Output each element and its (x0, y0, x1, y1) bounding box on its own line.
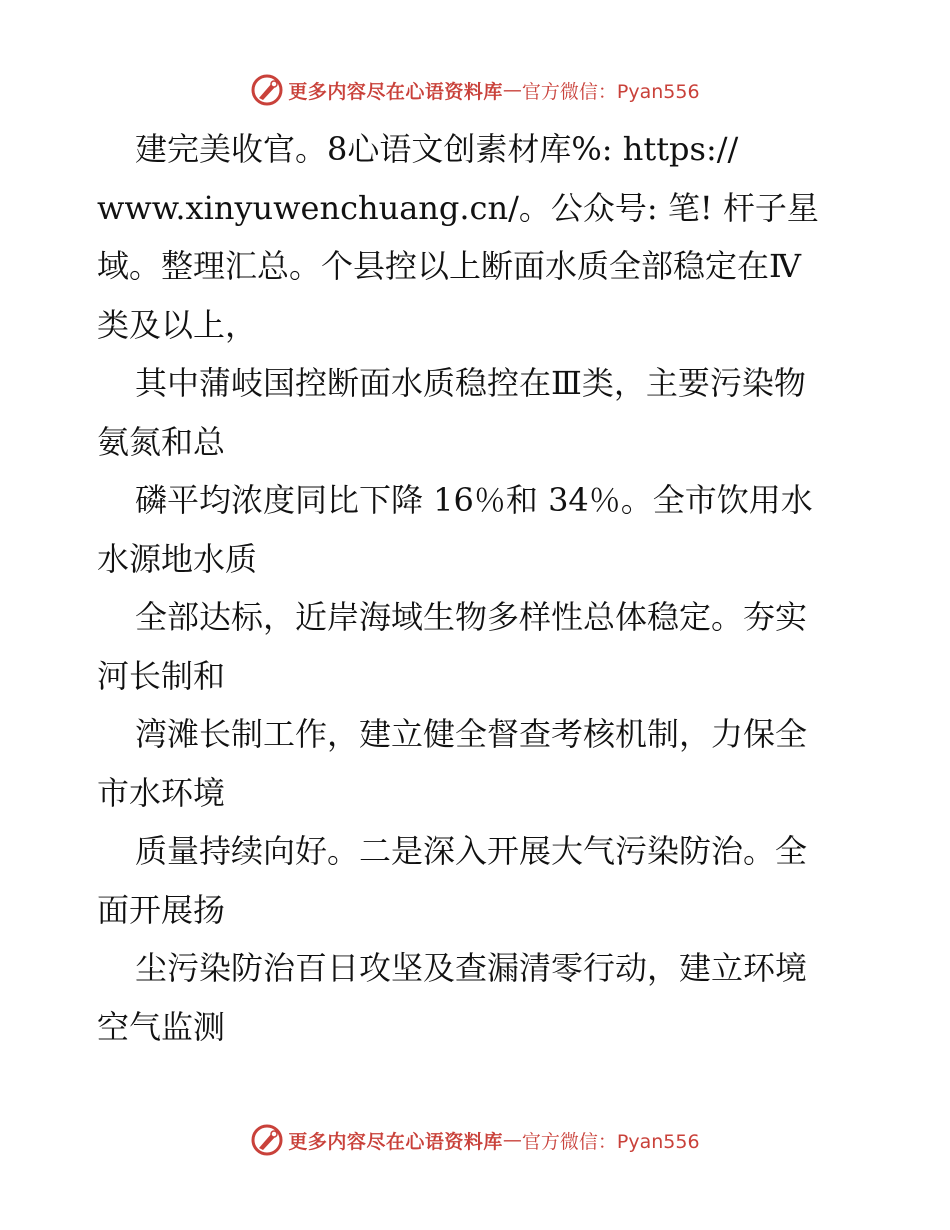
text-line: 建完美收官。8心语文创素材库%: https:// (135, 130, 739, 168)
pen-logo-icon (250, 1123, 284, 1157)
text-line: 河长制和 (97, 656, 226, 695)
body-text (97, 120, 857, 1056)
text-line: 其中蒲岐国控断面水质稳控在Ⅲ类，主要污染物 (135, 364, 806, 402)
text-line: 域。整理汇总。个县控以上断面水质全部稳定在Ⅳ (97, 247, 801, 285)
text-line: 尘污染防治百日攻坚及查漏清零行动，建立环境 (135, 949, 808, 987)
text-line: 质量持续向好。二是深入开展大气污染防治。全 (135, 832, 808, 870)
text-line: 空气监测 (97, 1007, 226, 1046)
text-line: 氨氮和总 (97, 422, 226, 461)
pen-logo-icon (250, 73, 284, 107)
text-line: www.xinyuwenchuang.cn/。公众号: 笔! 杆子星 (97, 188, 819, 227)
text-line: 全部达标，近岸海域生物多样性总体稳定。夯实 (135, 598, 808, 636)
text-line: 磷平均浓度同比下降 16％和 34％。全市饮用水 (135, 481, 813, 519)
banner-text: 更多内容尽在心语资料库 (288, 80, 503, 103)
text-line: 市水环境 (97, 773, 226, 812)
banner-dash: — (502, 1129, 522, 1151)
banner-dash: — (502, 79, 522, 101)
banner-subtext: 官方微信：Pyan556 (521, 80, 700, 103)
text-line: 类及以上， (97, 305, 258, 344)
banner-text: 更多内容尽在心语资料库 (288, 1130, 503, 1153)
banner-subtext: 官方微信：Pyan556 (521, 1130, 700, 1153)
text-line: 水源地水质 (97, 539, 258, 578)
footer-banner (0, 1120, 950, 1160)
header-banner (0, 70, 950, 110)
text-line: 湾滩长制工作，建立健全督查考核机制，力保全 (135, 715, 808, 753)
text-line: 面开展扬 (97, 890, 226, 929)
